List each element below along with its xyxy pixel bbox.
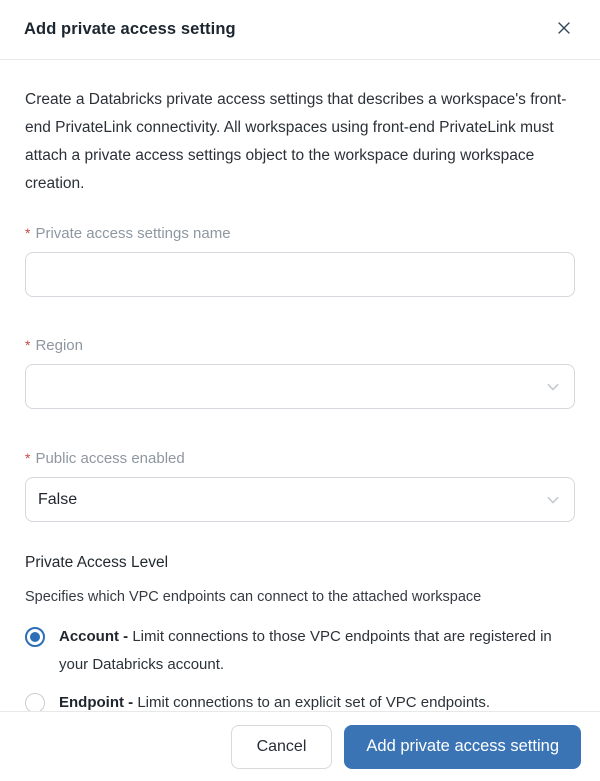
field-label-text: Public access enabled <box>35 450 185 467</box>
modal-footer <box>0 711 600 781</box>
radio-button-icon[interactable] <box>25 627 45 647</box>
radio-option-label-rest: Limit connections to an explicit set of VPC endpoints. <box>137 694 491 711</box>
field-private-access-settings-name <box>25 225 575 297</box>
add-private-access-setting-button[interactable]: Add private access setting <box>344 725 581 769</box>
radio-option-account[interactable] <box>25 623 575 679</box>
field-label <box>25 225 575 242</box>
close-icon <box>556 20 572 39</box>
radio-option-label <box>59 623 575 679</box>
radio-option-label-bold: Account - <box>59 628 133 645</box>
field-label <box>25 337 575 354</box>
cancel-button[interactable]: Cancel <box>231 725 333 769</box>
chevron-down-icon <box>546 380 560 394</box>
private-access-level-heading: Private Access Level <box>25 554 169 571</box>
field-label-text: Region <box>35 337 83 354</box>
private-access-settings-name-input[interactable] <box>25 252 575 297</box>
private-access-level-radio-group <box>25 623 575 717</box>
field-label <box>25 450 575 467</box>
required-asterisk: * <box>25 337 31 353</box>
private-access-level-description: Specifies which VPC endpoints can connect to the attached workspace <box>25 589 482 605</box>
public-access-enabled-value: False <box>38 490 78 508</box>
field-public-access-enabled <box>25 450 575 522</box>
modal-title: Add private access setting <box>24 20 236 38</box>
field-region <box>25 337 575 409</box>
radio-option-label-bold: Endpoint - <box>59 694 138 711</box>
close-button[interactable] <box>552 18 576 42</box>
chevron-down-icon <box>546 493 560 507</box>
required-asterisk: * <box>25 225 31 241</box>
modal-description: Create a Databricks private access settings that describes a workspace's front-end PrivateLink connectivity. All workspaces using front-end PrivateLink must attach a private access settings object to the workspace during workspace creation. <box>25 91 567 192</box>
public-access-enabled-select[interactable] <box>25 477 575 522</box>
region-select[interactable] <box>25 364 575 409</box>
radio-option-label-rest: Limit connections to those VPC endpoints that are registered in your Databricks account. <box>59 628 552 673</box>
modal-header <box>0 0 600 60</box>
modal-body <box>0 60 600 717</box>
required-asterisk: * <box>25 450 31 466</box>
field-label-text: Private access settings name <box>35 225 231 242</box>
radio-button-icon[interactable] <box>25 693 45 713</box>
